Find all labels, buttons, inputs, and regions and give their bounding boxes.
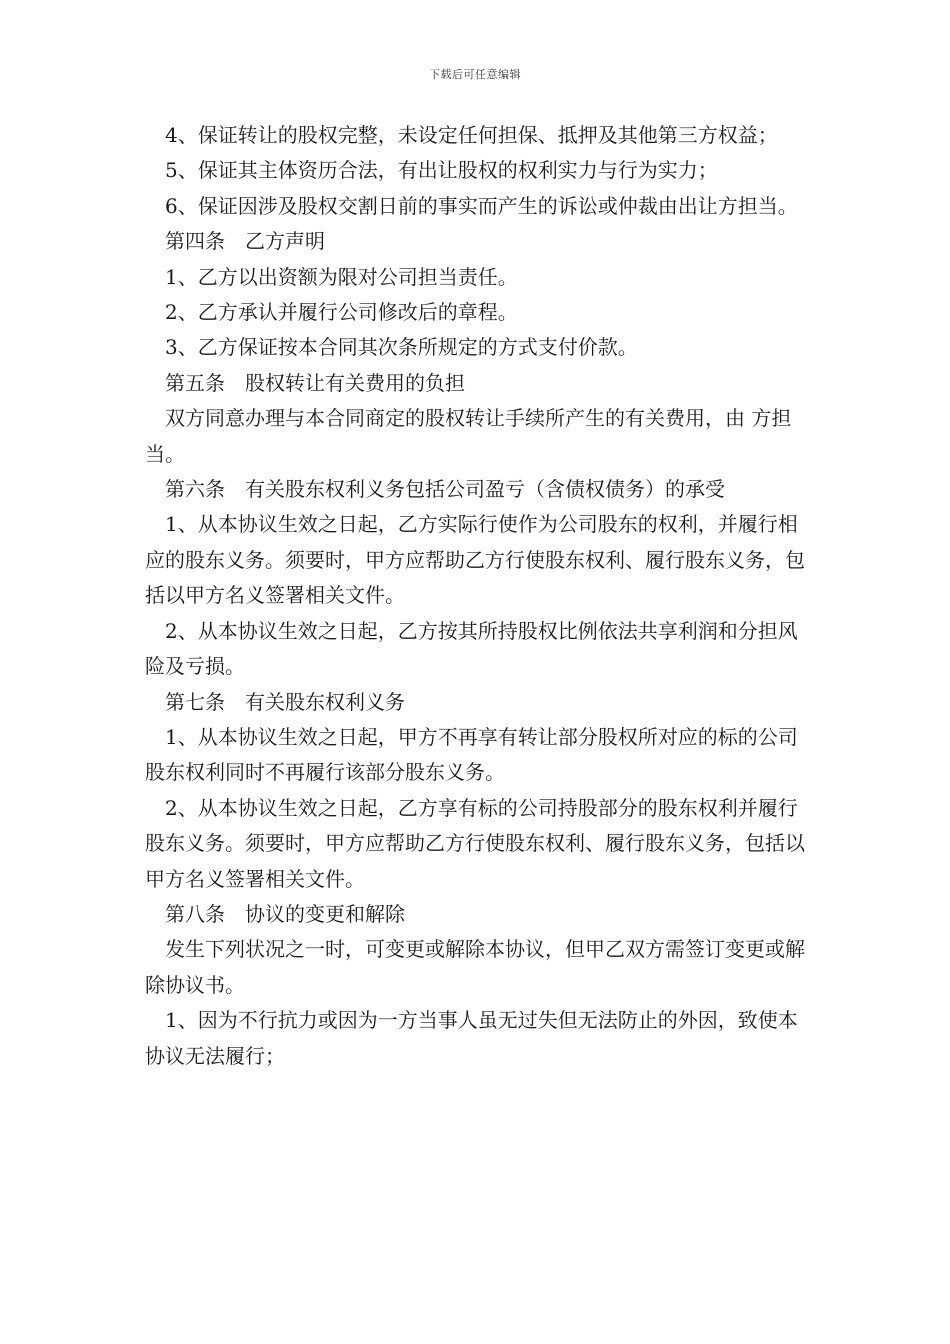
clause-item: 1、从本协议生效之日起，甲方不再享有转让部分股权所对应的标的公司股东权利同时不再履行该部分股东义务。 — [145, 724, 798, 785]
document-body — [145, 118, 810, 1074]
article-heading: 第八条 协议的变更和解除 — [165, 901, 405, 926]
clause-item: 双方同意办理与本合同商定的股权转让手续所产生的有关费用，由 方担当。 — [145, 406, 792, 466]
clause-item: 1、乙方以出资额为限对公司担当责任。 — [165, 264, 518, 289]
clause-item: 1、因为不行抗力或因为一方当事人虽无过失但无法防止的外因，致使本协议无法履行； — [145, 1008, 798, 1068]
clause-item: 2、乙方承认并履行公司修改后的章程。 — [165, 300, 518, 325]
article-heading: 第五条 股权转让有关费用的负担 — [165, 370, 465, 395]
clause-item: 2、从本协议生效之日起，乙方享有标的公司持股部分的股东权利并履行股东义务。须要时，甲方应帮助乙方行使股东权利、履行股东义务，包括以甲方名义签署相关文件。 — [145, 795, 805, 891]
clause-item: 发生下列状况之一时，可变更或解除本协议，但甲乙双方需签订变更或解除协议书。 — [145, 937, 805, 997]
article-heading: 第六条 有关股东权利义务包括公司盈亏（含债权债务）的承受 — [165, 477, 725, 502]
clause-item: 5、保证其主体资历合法，有出让股权的权利实力与行为实力； — [165, 158, 718, 183]
clause-item: 6、保证因涉及股权交割日前的事实而产生的诉讼或仲裁由出让方担当。 — [165, 193, 798, 218]
clause-item: 2、从本协议生效之日起，乙方按其所持股权比例依法共享利润和分担风险及亏损。 — [145, 618, 798, 679]
clause-item: 3、乙方保证按本合同其次条所规定的方式支付价款。 — [165, 335, 638, 360]
clause-item: 4、保证转让的股权完整，未设定任何担保、抵押及其他第三方权益； — [165, 123, 778, 147]
clause-item: 1、从本协议生效之日起，乙方实际行使作为公司股东的权利，并履行相应的股东义务。须要时，甲方应帮助乙方行使股东权利、履行股东义务，包括以甲方名义签署相关文件。 — [145, 512, 805, 608]
page-header: 下载后可任意编辑 — [429, 68, 521, 81]
article-heading: 第七条 有关股东权利义务 — [165, 689, 405, 714]
article-heading: 第四条 乙方声明 — [165, 229, 325, 254]
